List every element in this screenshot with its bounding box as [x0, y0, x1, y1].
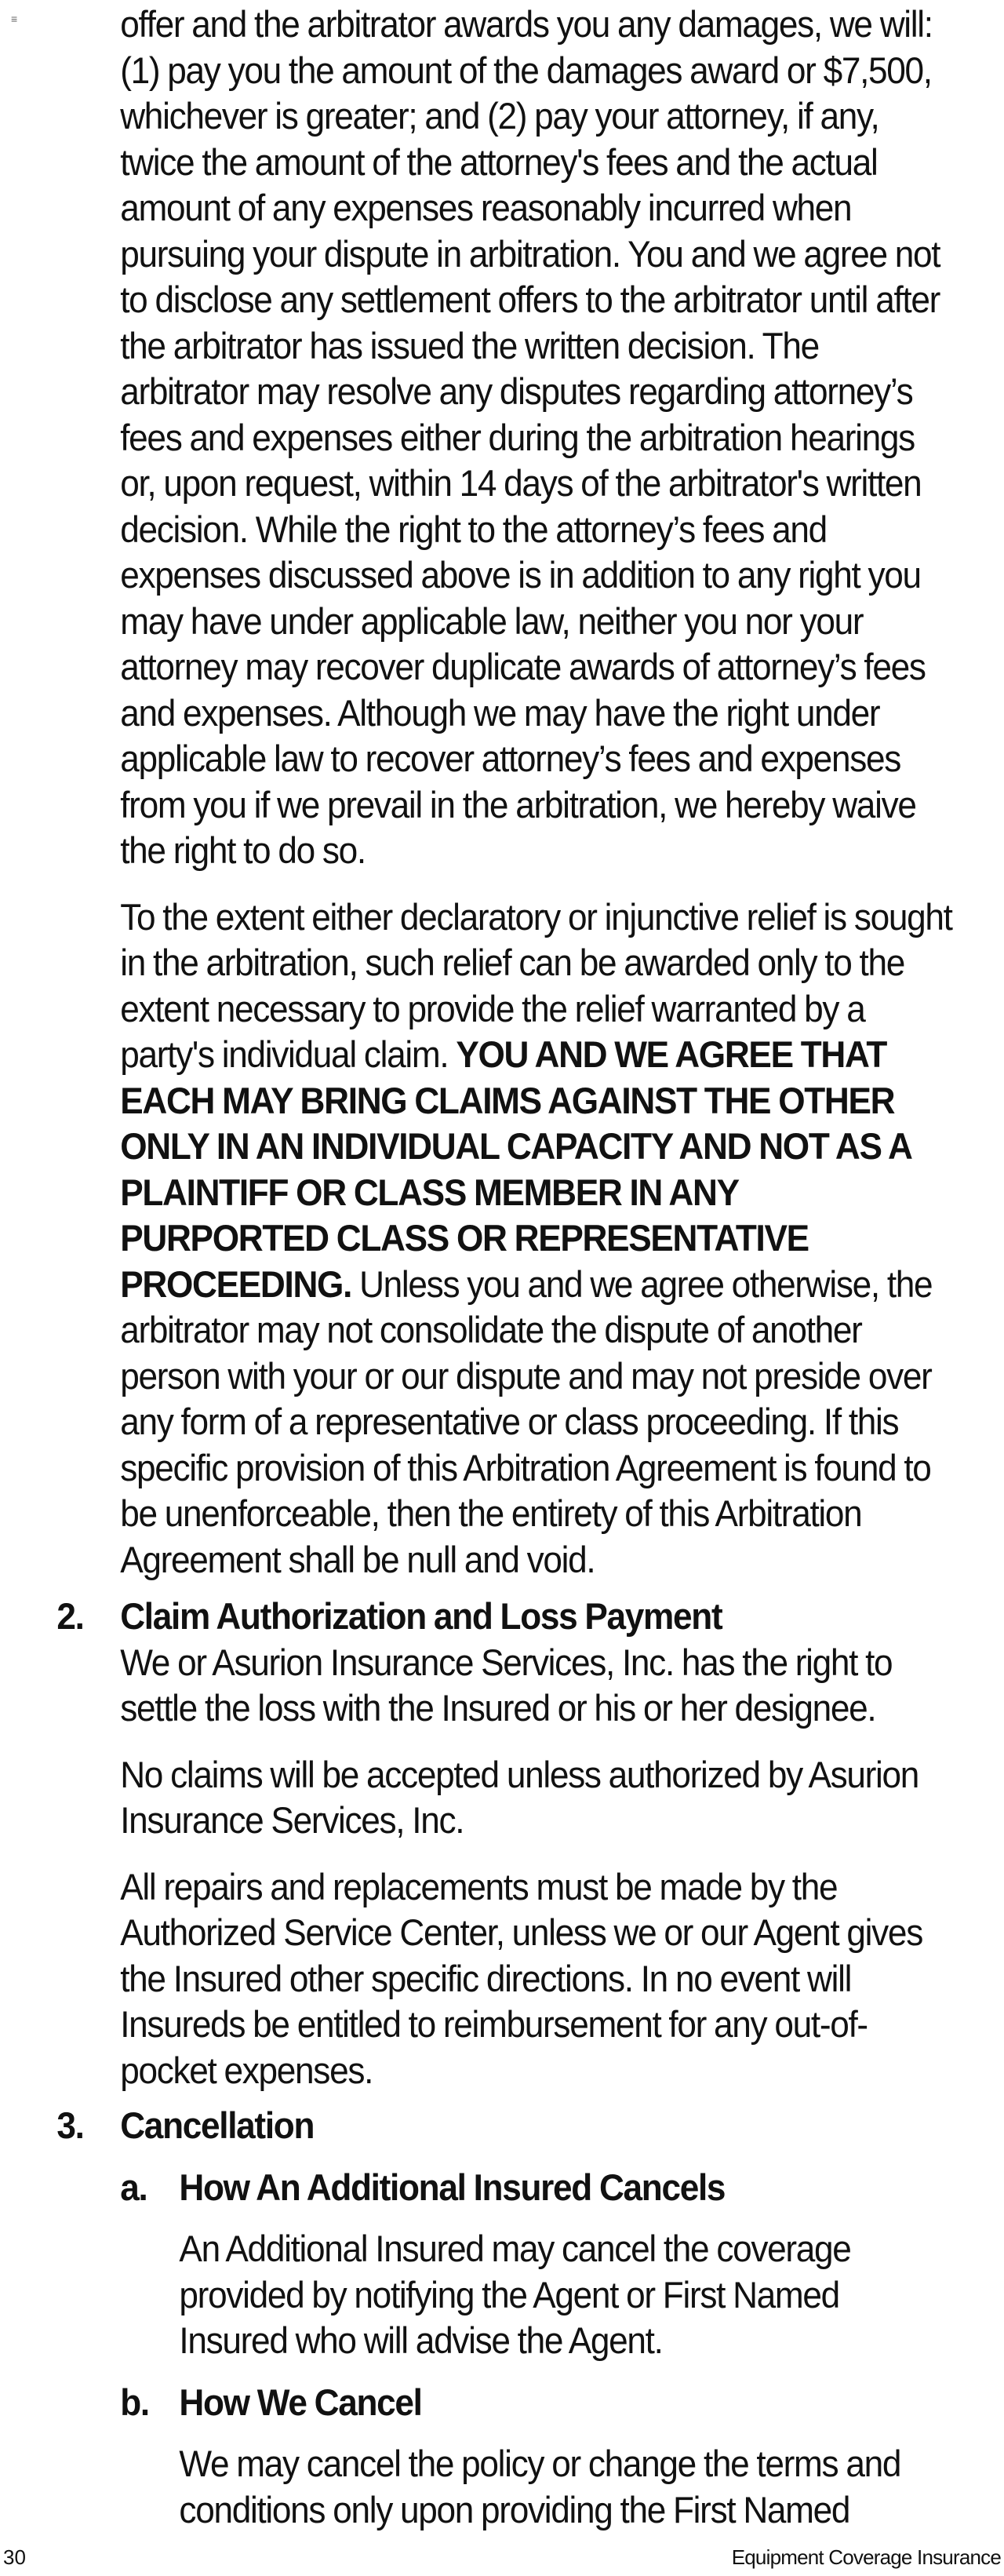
paragraph-text: To the extent either declaratory or injunctive relief is sought in the arbitration, such relief can be awarded only to the extent necessary to provide the relief warranted by a party's individual claim.	[120, 895, 952, 1075]
claim-authorization-paragraph: No claims will be accepted unless authorized by Asurion Insurance Services, Inc.	[120, 1753, 919, 1841]
corner-mark-icon: ≡	[11, 13, 18, 25]
subsection-how-we-cancel	[120, 2380, 953, 2534]
claim-settlement-paragraph: We or Asurion Insurance Services, Inc. has the right to settle the loss with the Insured or his or her designee.	[120, 1641, 893, 1729]
section-cancellation	[0, 2103, 953, 2533]
subsection-title: How An Additional Insured Cancels	[179, 2166, 726, 2208]
section-title: Claim Authorization and Loss Payment	[120, 1595, 722, 1637]
document-title: Equipment Coverage Insurance	[731, 2545, 1001, 2569]
subsection-letter: a.	[120, 2166, 147, 2208]
subsection-title: How We Cancel	[179, 2381, 422, 2423]
page-footer	[0, 2545, 1004, 2572]
subsection-text: An Additional Insured may cancel the coverage provided by notifying the Agent or First Named Insured who will advise the Agent.	[179, 2228, 851, 2361]
section-number: 2.	[56, 1595, 84, 1637]
section-body	[120, 1640, 953, 2094]
page-content	[0, 2, 952, 2549]
page-number: 30	[3, 2545, 26, 2569]
section-claim-authorization	[0, 1594, 953, 2093]
attorney-fees-paragraph: offer and the arbitrator awards you any damages, we will: (1) pay you the amount of the damages award or $7,500, whichever is greater; and (2) pay your attorney, if any, twice the amount of the attorney's fees and the actual amount of any expenses reasonably incurred when pursuing your dispute in arbitration. You and we agree not to disclose any settlement offers to the arbitrator until after the arbitrator has issued the written decision. The arbitrator may resolve any disputes regarding attorney’s fees and expenses either during the arbitration hearings or, upon request, within 14 days of the arbitrator's written decision. While the right to the attorney’s fees and expenses discussed above is in addition to any right you may have under applicable law, neither you nor your attorney may recover duplicate awards of attorney’s fees and expenses. Although we may have the right under applicable law to recover attorney’s fees and expenses from you if we prevail in the arbitration, we hereby waive the right to do so.	[120, 3, 940, 871]
section-number: 3.	[56, 2104, 84, 2146]
subsection-text: We may cancel the policy or change the terms and conditions only upon providing the First Named	[179, 2443, 901, 2530]
repairs-paragraph: All repairs and replacements must be made by the Authorized Service Center, unless we or our Agent gives the Insured other specific directions. In no event will Insureds be entitled to reimbursement for any out-of-pocket expenses.	[120, 1865, 922, 2091]
subsection-additional-insured-cancels	[120, 2165, 953, 2364]
subsection-letter: b.	[120, 2381, 149, 2423]
section-title: Cancellation	[120, 2104, 315, 2146]
class-action-waiver-bold-text: YOU AND WE AGREE THAT EACH MAY BRING CLAIMS AGAINST THE OTHER ONLY IN AN INDIVIDUAL CAPACITY AND NOT AS A PLAINTIFF OR CLASS MEMBER IN ANY PURPORTED CLASS OR REPRESENTATIVE PROCEEDING.	[120, 1033, 911, 1305]
class-action-waiver-paragraph	[0, 894, 953, 1583]
paragraph-text: Unless you and we agree otherwise, the arbitrator may not consolidate the dispute of another person with your or our dispute and may not preside over any form of a representative or class proceeding. If this specific provision of this Arbitration Agreement is found to be unenforceable, then the entirety of this Arbitration Agreement shall be null and void.	[120, 1262, 933, 1580]
